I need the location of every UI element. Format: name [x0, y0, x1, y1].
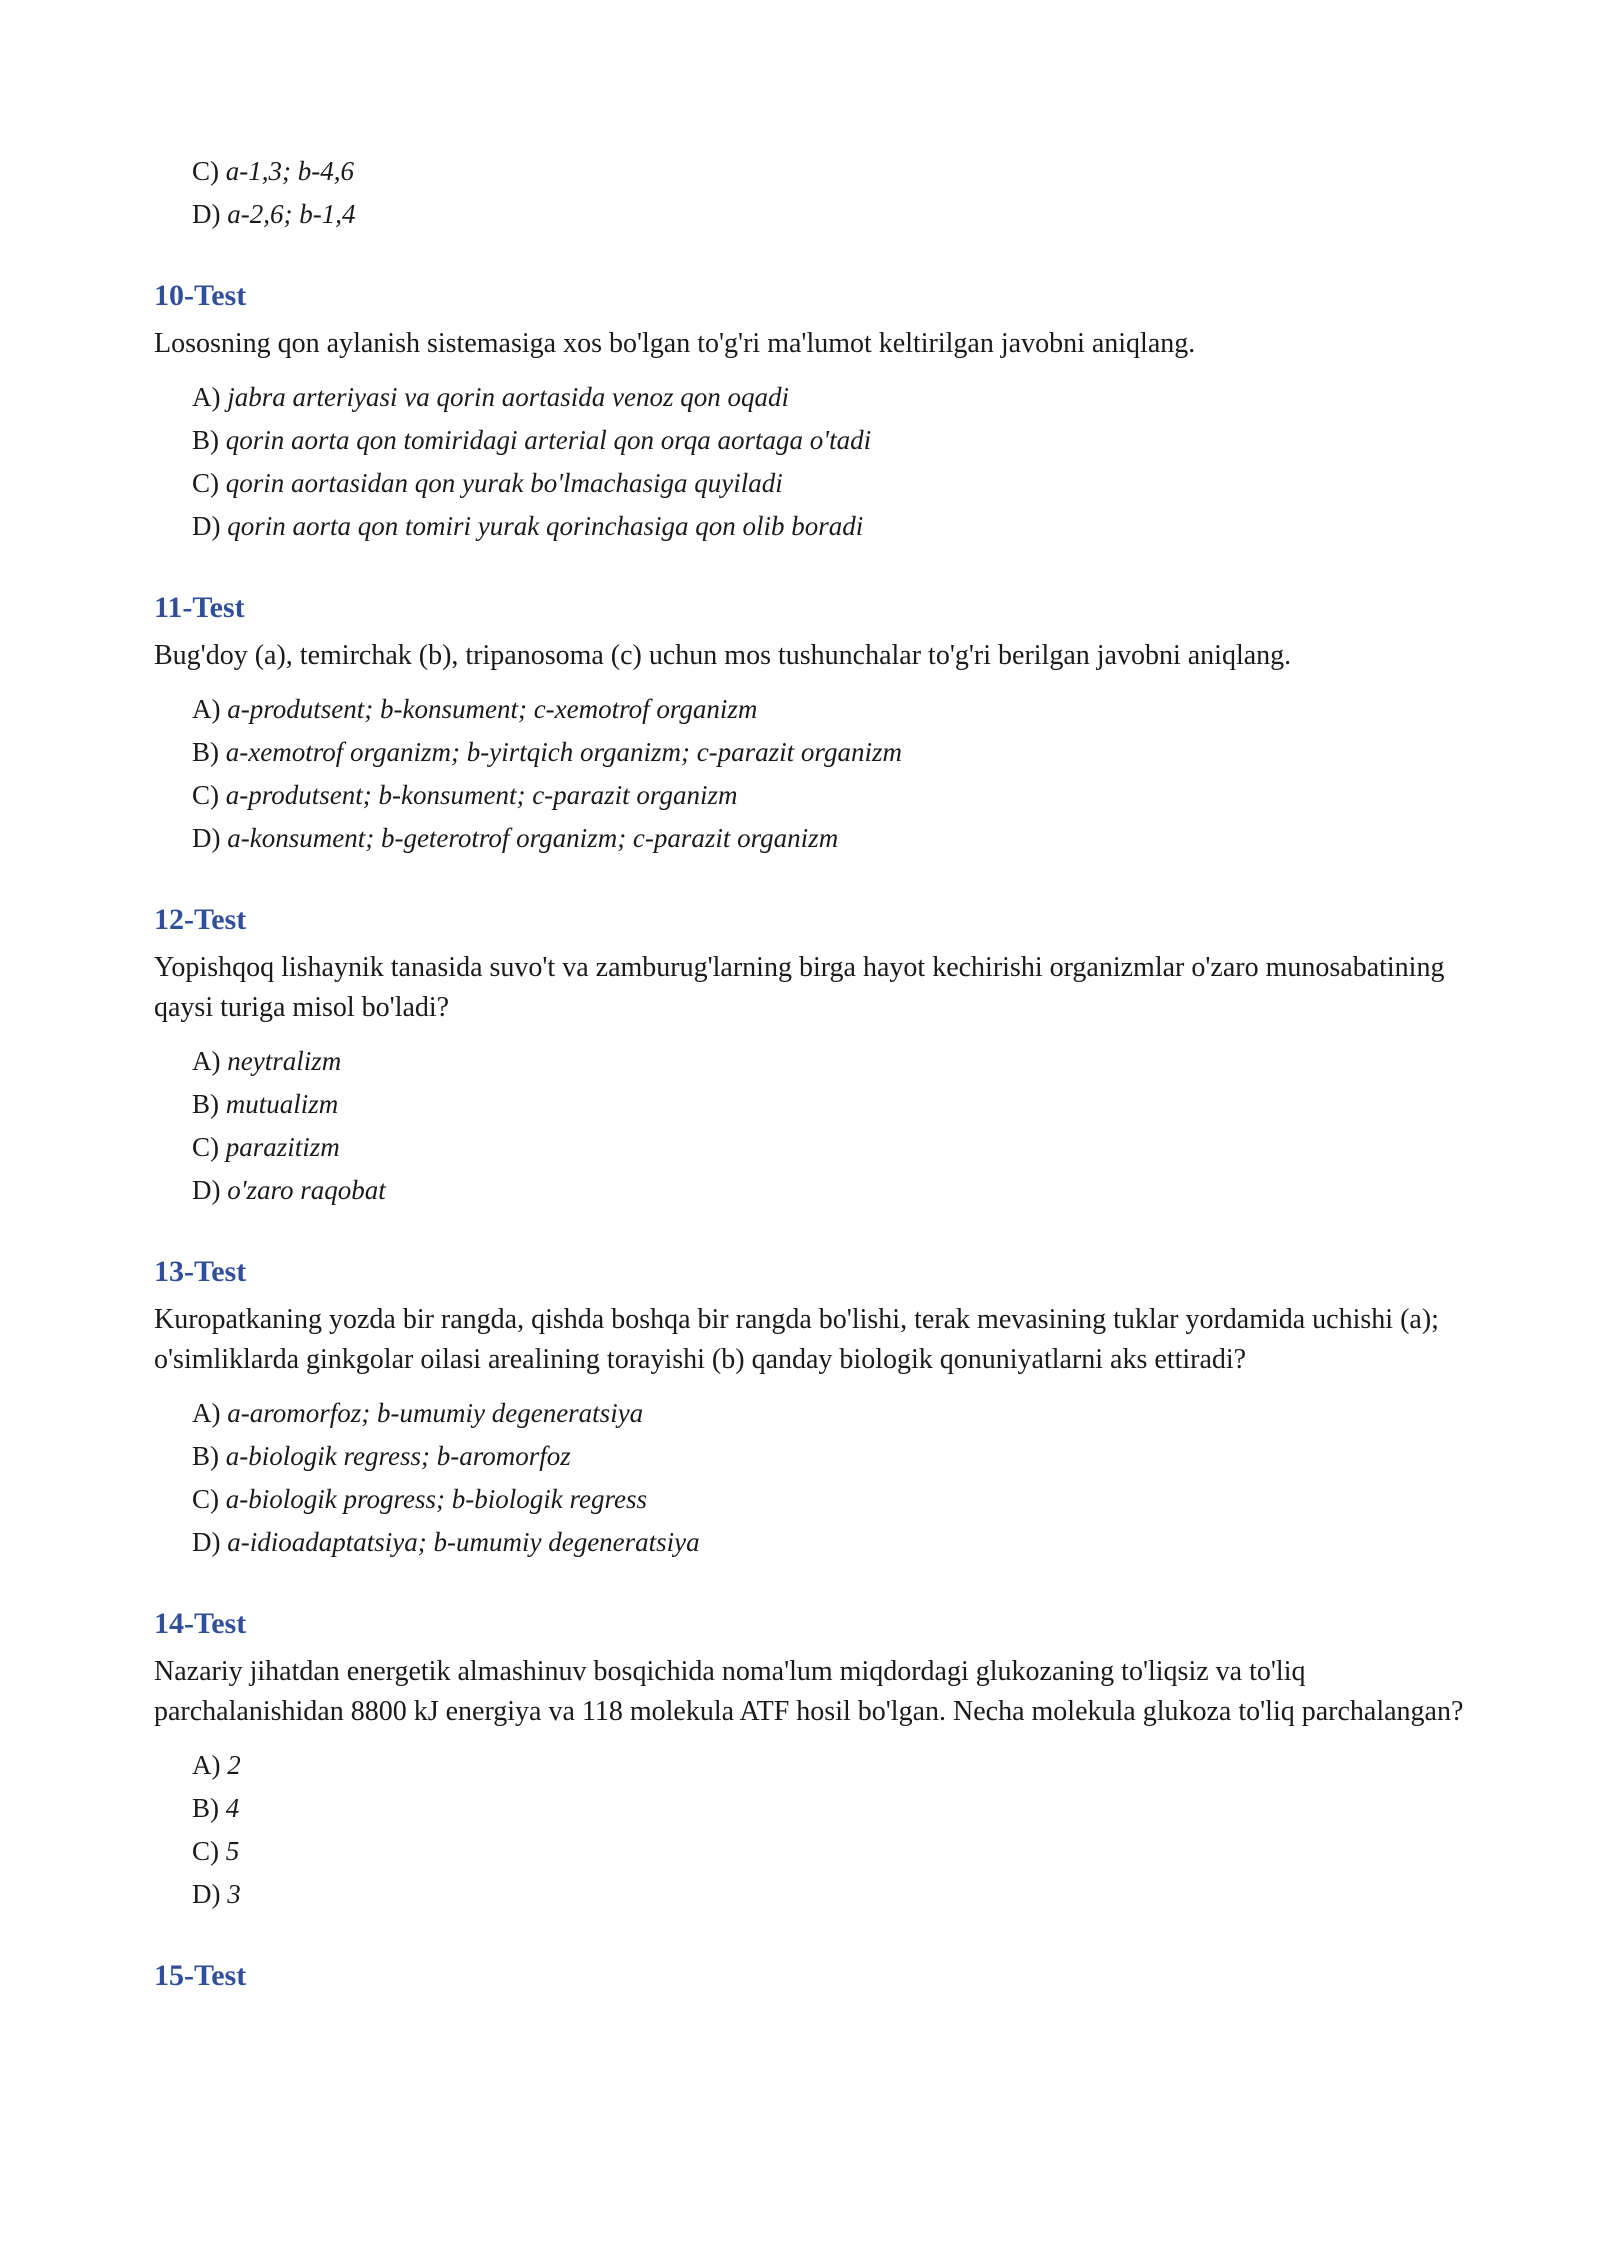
option-b	[154, 731, 1474, 774]
option-d	[154, 193, 1474, 236]
question-text: Nazariy jihatdan energetik almashinuv bosqichida noma'lum miqdordagi glukozaning to'liqsiz va to'liq parchalanishidan 8800 kJ energiya va 118 molekula ATF hosil bo'lgan. Necha molekula glukoza to'liq parchalangan?	[154, 1656, 1464, 1727]
option-letter: A)	[192, 1046, 221, 1076]
option-text: a-2,6; b-1,4	[227, 199, 356, 229]
option-text: a-biologik progress; b-biologik regress	[225, 1484, 647, 1514]
option-letter: C)	[192, 780, 219, 810]
option-text: a-aromorfoz; b-umumiy degeneratsiya	[227, 1398, 644, 1428]
answer-options	[154, 376, 1474, 548]
option-c	[154, 1478, 1474, 1521]
test-15	[154, 1956, 1474, 1996]
test-title: 15-Test	[154, 1959, 247, 1992]
option-c	[154, 150, 1474, 193]
question-text: Yopishqoq lishaynik tanasida suvo't va zamburug'larning birga hayot kechirishi organizmlar o'zaro munosabatining qaysi turiga misol bo'ladi?	[154, 952, 1445, 1023]
option-letter: C)	[192, 1836, 219, 1866]
option-d	[154, 1521, 1474, 1564]
option-a	[154, 1744, 1474, 1787]
option-b	[154, 1083, 1474, 1126]
option-letter: A)	[192, 1750, 221, 1780]
test-title: 14-Test	[154, 1607, 247, 1640]
option-text: qorin aorta qon tomiri yurak qorinchasiga qon olib boradi	[227, 511, 864, 541]
option-b	[154, 419, 1474, 462]
option-text: a-xemotrof organizm; b-yirtqich organizm; c-parazit organizm	[225, 737, 902, 767]
option-text: mutualizm	[225, 1089, 339, 1119]
option-text: a-1,3; b-4,6	[225, 156, 354, 186]
option-letter: D)	[192, 1527, 221, 1557]
option-letter: C)	[192, 1132, 219, 1162]
answer-options	[154, 1040, 1474, 1212]
option-letter: B)	[192, 1441, 219, 1471]
option-letter: D)	[192, 199, 221, 229]
option-text: 5	[225, 1836, 240, 1866]
option-letter: D)	[192, 1175, 221, 1205]
test-title: 13-Test	[154, 1255, 247, 1288]
option-letter: C)	[192, 468, 219, 498]
option-d	[154, 1169, 1474, 1212]
option-text: parazitizm	[225, 1132, 340, 1162]
option-c	[154, 774, 1474, 817]
document-page	[154, 150, 1474, 1996]
option-text: a-idioadaptatsiya; b-umumiy degeneratsiya	[227, 1527, 700, 1557]
option-text: jabra arteriyasi va qorin aortasida venoz qon oqadi	[227, 382, 789, 412]
option-text: a-biologik regress; b-aromorfoz	[225, 1441, 571, 1471]
option-letter: D)	[192, 1879, 221, 1909]
option-letter: C)	[192, 156, 219, 186]
test-12	[154, 900, 1474, 1212]
test-13	[154, 1252, 1474, 1564]
option-text: neytralizm	[227, 1046, 342, 1076]
option-c	[154, 1830, 1474, 1873]
option-text: a-produtsent; b-konsument; c-parazit organizm	[225, 780, 738, 810]
option-text: 3	[227, 1879, 241, 1909]
option-text: 4	[225, 1793, 240, 1823]
option-letter: A)	[192, 1398, 221, 1428]
question-text: Bug'doy (a), temirchak (b), tripanosoma (c) uchun mos tushunchalar to'g'ri berilgan javobni aniqlang.	[154, 640, 1292, 671]
option-a	[154, 1392, 1474, 1435]
option-a	[154, 376, 1474, 419]
answer-options	[154, 688, 1474, 860]
test-10	[154, 276, 1474, 548]
option-d	[154, 1873, 1474, 1916]
option-letter: B)	[192, 737, 219, 767]
option-letter: A)	[192, 694, 221, 724]
option-text: 2	[227, 1750, 241, 1780]
option-text: qorin aorta qon tomiridagi arterial qon orqa aortaga o'tadi	[225, 425, 872, 455]
option-b	[154, 1787, 1474, 1830]
question-text: Kuropatkaning yozda bir rangda, qishda boshqa bir rangda bo'lishi, terak mevasining tuklar yordamida uchishi (a); o'simliklarda ginkgolar oilasi arealining torayishi (b) qanday biologik qonuniyatlarni aks ettiradi?	[154, 1304, 1439, 1375]
option-letter: D)	[192, 511, 221, 541]
option-c	[154, 462, 1474, 505]
answer-options	[154, 1392, 1474, 1564]
option-b	[154, 1435, 1474, 1478]
option-letter: D)	[192, 823, 221, 853]
option-letter: B)	[192, 425, 219, 455]
option-letter: B)	[192, 1793, 219, 1823]
carryover-options	[154, 150, 1474, 236]
option-text: a-produtsent; b-konsument; c-xemotrof organizm	[227, 694, 758, 724]
option-letter: C)	[192, 1484, 219, 1514]
option-letter: A)	[192, 382, 221, 412]
option-text: qorin aortasidan qon yurak bo'lmachasiga quyiladi	[225, 468, 783, 498]
test-title: 10-Test	[154, 279, 247, 312]
option-a	[154, 688, 1474, 731]
test-title: 12-Test	[154, 903, 247, 936]
answer-options	[154, 1744, 1474, 1916]
question-text: Lososning qon aylanish sistemasiga xos bo'lgan to'g'ri ma'lumot keltirilgan javobni aniqlang.	[154, 328, 1196, 359]
option-c	[154, 1126, 1474, 1169]
option-text: o'zaro raqobat	[227, 1175, 386, 1205]
test-14	[154, 1604, 1474, 1916]
test-title: 11-Test	[154, 591, 245, 624]
option-letter: B)	[192, 1089, 219, 1119]
option-text: a-konsument; b-geterotrof organizm; c-parazit organizm	[227, 823, 839, 853]
option-a	[154, 1040, 1474, 1083]
option-d	[154, 505, 1474, 548]
test-11	[154, 588, 1474, 860]
option-d	[154, 817, 1474, 860]
